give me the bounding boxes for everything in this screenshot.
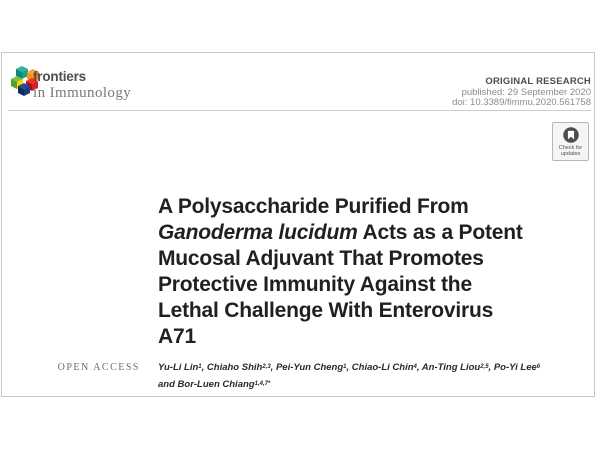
- article-page: [1, 52, 595, 397]
- header-divider: [8, 110, 591, 111]
- journal-name: in Immunology: [33, 85, 132, 101]
- open-access-label: OPEN ACCESS: [57, 362, 140, 373]
- publication-meta: [452, 77, 591, 109]
- doi: doi: 10.3389/fimmu.2020.561758: [452, 97, 591, 108]
- title-line: A71: [158, 325, 196, 348]
- check-for-updates-badge[interactable]: [552, 122, 589, 161]
- author-line: and Bor-Luen Chiang$^{1,4,7*}$: [158, 379, 271, 390]
- title-line: Ganoderma lucidum Acts as a Potent: [158, 221, 523, 244]
- published-date: published: 29 September 2020: [461, 86, 591, 98]
- journal-brand: [33, 69, 131, 101]
- author-line: Yu-Li Lin$^1$, Chiaho Shih$^{2,3}$, Pei-Yun Cheng$^1$, Chiao-Li Chin$^4$, An-Ting Liou$^{2,5}$, Po-Yi Lee$^6$: [158, 362, 541, 373]
- title-line: Protective Immunity Against the: [158, 273, 472, 296]
- title-line: Lethal Challenge With Enterovirus: [158, 299, 494, 322]
- title-line: Mucosal Adjuvant That Promotes: [158, 247, 484, 270]
- article-title: [158, 194, 596, 350]
- crossmark-label: Check for updates: [558, 145, 583, 157]
- article-type-label: ORIGINAL RESEARCH: [485, 76, 591, 87]
- title-line: A Polysaccharide Purified From: [158, 195, 469, 218]
- crossmark-icon: [562, 126, 580, 144]
- frontiers-wordmark: frontiers: [33, 69, 86, 84]
- author-list: [158, 360, 596, 394]
